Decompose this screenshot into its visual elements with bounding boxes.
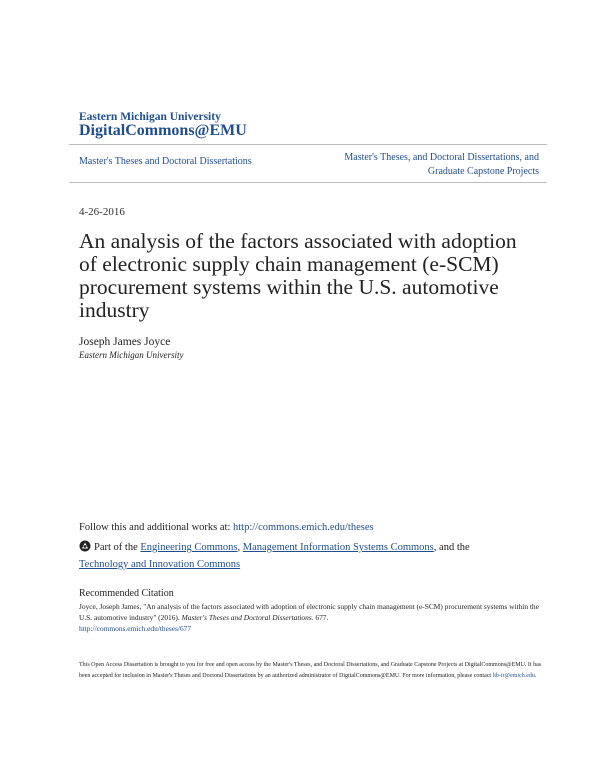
commons-network-icon (79, 540, 91, 557)
repository-name[interactable]: DigitalCommons@EMU (79, 122, 247, 139)
publication-date: 4-26-2016 (79, 206, 125, 218)
collection-band (69, 144, 547, 183)
part-of-separator: , (237, 542, 241, 553)
part-of-line (79, 540, 549, 572)
author-affiliation: Eastern Michigan University (79, 350, 184, 360)
citation-body: Joyce, Joseph James, "An analysis of the factors associated with adoption of electronic supply chain management (e-SCM) procurement systems within the U.S. automotive industry" (2016). (79, 602, 539, 622)
follow-label: Follow this and additional works at: (79, 522, 231, 533)
document-title: An analysis of the factors associated with adoption of electronic supply chain management (e-SCM) procurement systems within the U.S. automotive industry (79, 229, 517, 322)
citation-series: Master's Theses and Doctoral Dissertations (181, 613, 312, 622)
collection-right-line2[interactable]: Graduate Capstone Projects (427, 166, 539, 177)
engineering-commons-link[interactable]: Engineering Commons (140, 542, 238, 553)
part-of-mid: , and the (433, 542, 470, 553)
contact-email-link[interactable]: lib-ir@emich.edu (492, 672, 535, 679)
part-of-prefix: Part of the (94, 542, 138, 553)
mis-commons-link[interactable]: Management Information Systems Commons (242, 542, 434, 553)
technology-innovation-commons-link[interactable]: Technology and Innovation Commons (79, 559, 241, 570)
recommended-citation-heading: Recommended Citation (79, 588, 174, 599)
recommended-citation-text (79, 601, 549, 634)
collection-right-line1[interactable]: Master's Theses, and Doctoral Dissertations, and (344, 152, 539, 163)
access-notice (79, 660, 549, 681)
notice-body: This Open Access Dissertation is brought to you for free and open access by the Master's Theses, and Doctoral Dissertations, and Graduate Capstone Projects at DigitalCommons@EMU. It has been accepted for inclusion in Master's Theses and Doctoral Dissertations by an authorized administrator of DigitalCommons@EMU. For more information, please contact (79, 662, 542, 679)
follow-line (79, 522, 374, 533)
collection-link-right[interactable] (344, 151, 539, 179)
citation-number: . 677. (311, 613, 329, 622)
notice-end: . (534, 672, 537, 679)
follow-url-link[interactable]: http://commons.emich.edu/theses (233, 522, 374, 533)
collection-link-left[interactable]: Master's Theses and Doctoral Dissertations (79, 156, 252, 167)
author-name: Joseph James Joyce (79, 336, 171, 348)
citation-url-link[interactable]: http://commons.emich.edu/theses/677 (79, 624, 192, 633)
institution-name: Eastern Michigan University (79, 111, 221, 123)
